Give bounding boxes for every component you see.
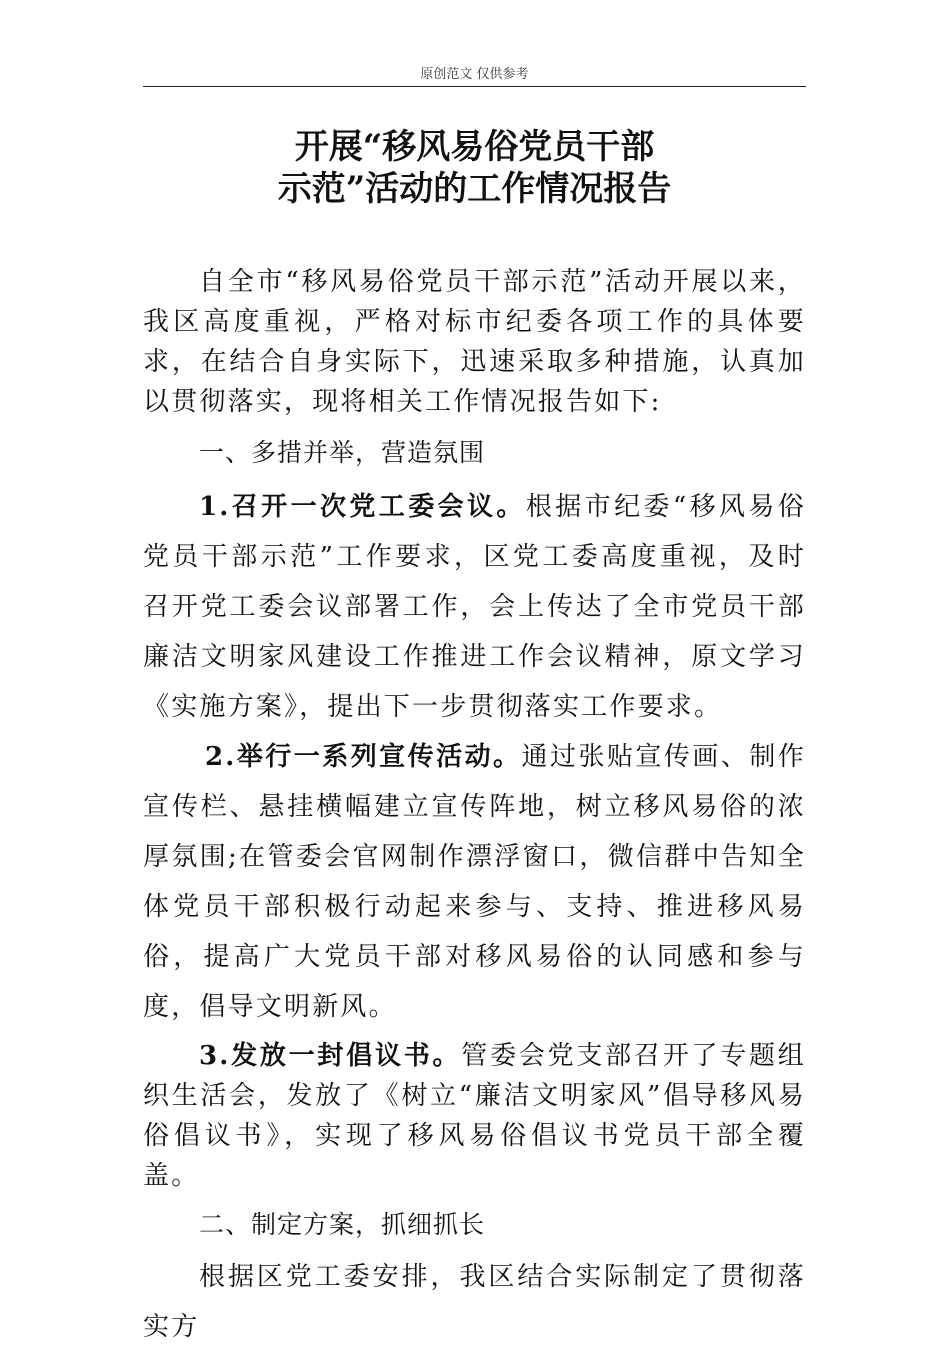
- item-1-text: 根据市纪委“移风易俗党员干部示范”工作要求，区党工委高度重视，及时召开党工委会议部署工作，会上传达了全市党员干部廉洁文明家风建设工作推进工作会议精神，原文学习《实施方案》，提出下一步贯彻落实工作要求。: [143, 492, 807, 722]
- closing-paragraph: 根据区党工委安排，我区结合实际制定了贯彻落实方: [143, 1262, 806, 1342]
- item-1-paragraph: [143, 482, 806, 732]
- header-divider: [143, 86, 806, 87]
- item-1-lead: 1.召开一次党工委会议。: [199, 492, 526, 522]
- item-3-text: 管委会党支部召开了专题组织生活会，发放了《树立“廉洁文明家风”倡导移风易俗倡议书》，实现了移风易俗倡议书党员干部全覆盖。: [143, 1041, 806, 1191]
- title-line-2: 示范”活动的工作情况报告: [277, 169, 672, 209]
- intro-paragraph: 自全市“移风易俗党员干部示范”活动开展以来，我区高度重视，严格对标市纪委各项工作的具体要求，在结合自身实际下，迅速采取多种措施，认真加以贯彻落实，现将相关工作情况报告如下:: [143, 267, 806, 417]
- header-note: 原创范文 仅供参考: [420, 67, 529, 82]
- item-3-paragraph: [143, 1036, 806, 1196]
- section-heading-2: 二、制定方案，抓细抓长: [199, 1210, 486, 1239]
- item-3-lead: 3.发放一封倡议书。: [199, 1041, 462, 1071]
- document-title: [143, 126, 806, 210]
- document-body: [143, 262, 806, 1352]
- item-2-text: 通过张贴宣传画、制作宣传栏、悬挂横幅建立宣传阵地，树立移风易俗的浓厚氛围;在管委会官网制作漂浮窗口，微信群中告知全体党员干部积极行动起来参与、支持、推进移风易俗，提高广大党员干部对移风易俗的认同感和参与度，倡导文明新风。: [143, 742, 806, 1022]
- title-line-1: 开展“移风易俗党员干部: [294, 127, 655, 167]
- item-2-paragraph: [143, 732, 806, 1032]
- item-2-lead: 2.举行一系列宣传活动。: [205, 742, 522, 772]
- section-heading-1: 一、多措并举，营造氛围: [199, 438, 486, 467]
